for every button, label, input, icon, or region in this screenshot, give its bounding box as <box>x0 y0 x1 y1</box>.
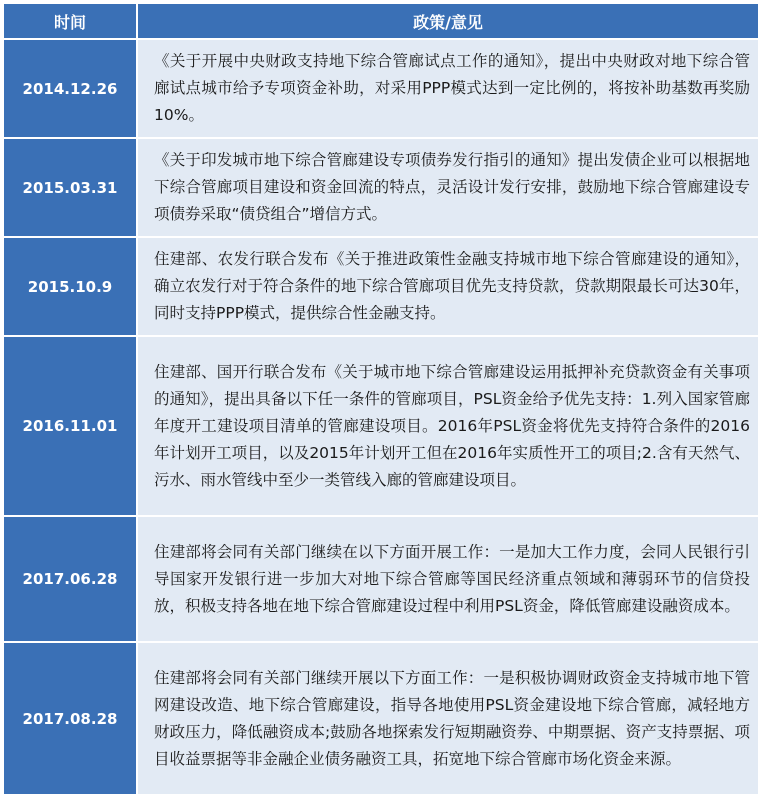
date-cell: 2017.06.28 <box>3 516 137 642</box>
table-row <box>3 39 759 138</box>
table-row <box>3 516 759 642</box>
policy-table <box>2 2 760 796</box>
date-cell: 2016.11.01 <box>3 336 137 516</box>
table-row <box>3 642 759 795</box>
date-cell: 2015.10.9 <box>3 237 137 336</box>
policy-text-cell: 住建部、国开行联合发布《关于城市地下综合管廊建设运用抵押补充贷款资金有关事项的通知》，提出具备以下任一条件的管廊项目，PSL资金给予优先支持：1.列入国家管廊年度开工建设项目清单的管廊建设项目。2016年PSL资金将优先支持符合条件的2016年计划开工项目，以及2015年计划开工但在2016年实质性开工的项目;2.含有天然气、污水、雨水管线中至少一类管线入廊的管廊建设项目。 <box>137 336 759 516</box>
date-cell: 2015.03.31 <box>3 138 137 237</box>
policy-text-cell: 住建部、农发行联合发布《关于推进政策性金融支持城市地下综合管廊建设的通知》，确立农发行对于符合条件的地下综合管廊项目优先支持贷款，贷款期限最长可达30年，同时支持PPP模式，提供综合性金融支持。 <box>137 237 759 336</box>
policy-text-cell: 住建部将会同有关部门继续开展以下方面工作：一是积极协调财政资金支持城市地下管网建设改造、地下综合管廊建设，指导各地使用PSL资金建设地下综合管廊，减轻地方财政压力，降低融资成本;鼓励各地探索发行短期融资券、中期票据、资产支持票据、项目收益票据等非金融企业债务融资工具，拓宽地下综合管廊市场化资金来源。 <box>137 642 759 795</box>
table-row <box>3 237 759 336</box>
table-row <box>3 138 759 237</box>
date-column-header: 时间 <box>3 3 137 39</box>
policy-text-cell: 住建部将会同有关部门继续在以下方面开展工作：一是加大工作力度，会同人民银行引导国家开发银行进一步加大对地下综合管廊等国民经济重点领域和薄弱环节的信贷投放，积极支持各地在地下综合管廊建设过程中利用PSL资金，降低管廊建设融资成本。 <box>137 516 759 642</box>
date-cell: 2017.08.28 <box>3 642 137 795</box>
header-row <box>3 3 759 39</box>
policy-text-cell: 《关于开展中央财政支持地下综合管廊试点工作的通知》，提出中央财政对地下综合管廊试点城市给予专项资金补助，对采用PPP模式达到一定比例的，将按补助基数再奖励10%。 <box>137 39 759 138</box>
table-row <box>3 336 759 516</box>
policy-column-header: 政策/意见 <box>137 3 759 39</box>
policy-text-cell: 《关于印发城市地下综合管廊建设专项债券发行指引的通知》提出发债企业可以根据地下综合管廊项目建设和资金回流的特点，灵活设计发行安排，鼓励地下综合管廊建设专项债券采取“债贷组合”增信方式。 <box>137 138 759 237</box>
date-cell: 2014.12.26 <box>3 39 137 138</box>
